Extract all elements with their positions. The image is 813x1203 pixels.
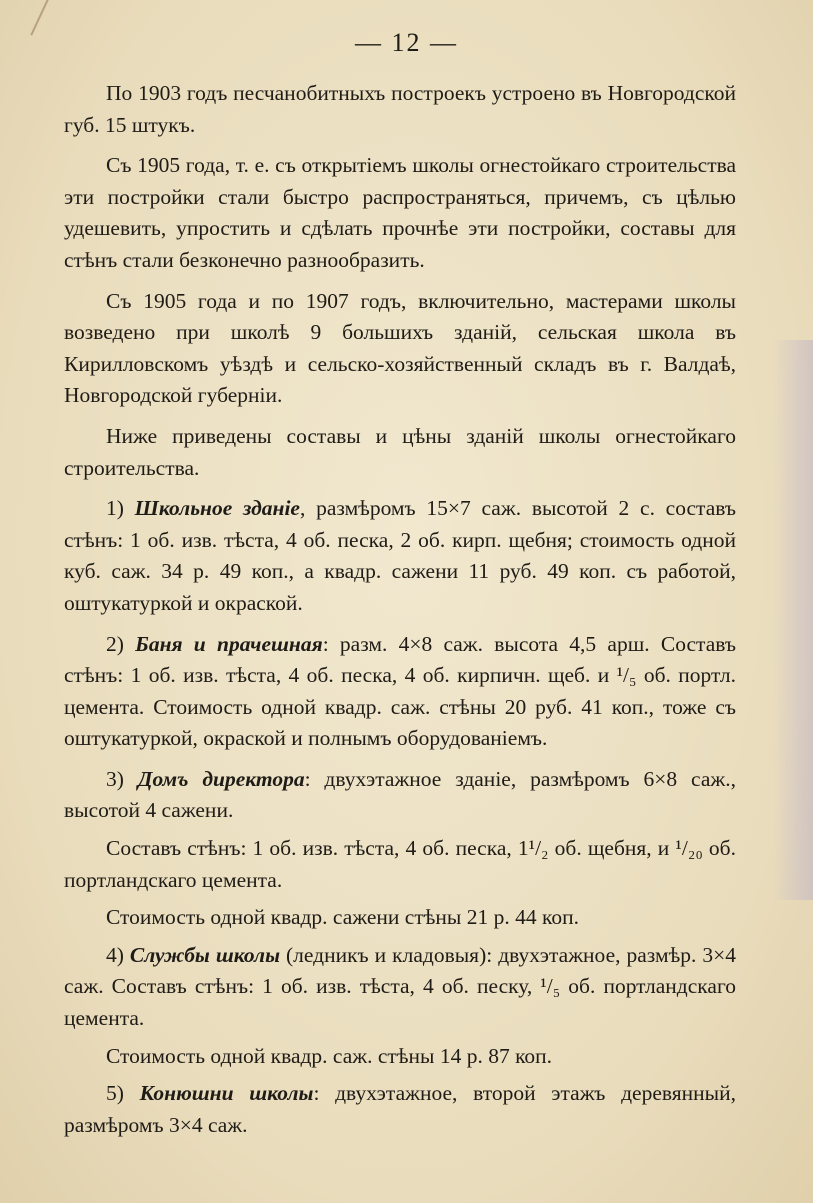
paragraph-p4 (64, 421, 736, 484)
paragraph-p12 (64, 1078, 736, 1141)
paragraph-text: : двухэтажное зданіе, размѣромъ 6×8 саж., высотой 4 сажени. (64, 766, 736, 823)
paragraph-text: 1) (106, 496, 135, 521)
paragraph-text: : разм. 4×8 саж. высота 4,5 арш. Составъ стѣнъ: 1 об. изв. тѣста, 4 об. песка, 4 об. кирпичн. щеб. и ¹/₅ об. портл. цемента. Стоимость одной квадр. саж. стѣны 20 руб. 41 коп., тоже съ оштукатуркой, окраской и полнымъ оборудованіемъ. (64, 631, 736, 751)
paragraph-text: 3) (106, 766, 138, 791)
paragraph-text: 5) (106, 1081, 140, 1106)
paragraph-p6 (64, 629, 736, 755)
paragraph-p5 (64, 493, 736, 619)
paper-stain (773, 340, 813, 900)
paragraph-text: 4) (106, 942, 130, 967)
paragraph-text: 2) (106, 631, 136, 656)
paragraph-text: Стоимость одной квадр. сажени стѣны 21 р. 44 коп. (106, 905, 579, 930)
paragraph-text: По 1903 годъ песчанобитныхъ построекъ устроено въ Новгородской губ. 15 штукъ. (64, 81, 736, 137)
page-number: — 12 — (355, 28, 458, 57)
section-heading: Конюшни школы (139, 1081, 314, 1106)
section-heading: Домъ директора (137, 766, 305, 791)
paragraph-text: Составъ стѣнъ: 1 об. изв. тѣста, 4 об. песка, 1¹/₂ об. щебня, и ¹/₂₀ об. портландскаго цемента. (64, 836, 736, 892)
paragraph-text: : двухэтажное, второй этажъ деревянный, размѣромъ 3×4 саж. (64, 1081, 736, 1137)
paragraph-text: Стоимость одной квадр. саж. стѣны 14 р. 87 коп. (106, 1043, 553, 1068)
paragraph-p9 (64, 902, 736, 934)
paragraph-p2 (64, 150, 736, 276)
paragraph-p3 (64, 286, 736, 412)
section-heading: Баня и прачешная (135, 631, 323, 656)
section-heading: Службы школы (129, 942, 281, 967)
paragraph-text: Ниже приведены составы и цѣны зданій школы огнестойкаго строительства. (64, 423, 736, 480)
paragraph-p1 (64, 78, 736, 141)
paragraph-p11 (64, 1041, 736, 1073)
paragraph-text: (ледникъ и кладовыя): двухэтажное, размѣр. 3×4 саж. Составъ стѣнъ: 1 об. изв. тѣста, 4 об. песку, ¹/₅ об. портландскаго цемента. (64, 942, 736, 1031)
section-heading: Школьное зданіе (134, 496, 300, 521)
paragraph-p7 (64, 764, 736, 827)
paragraph-p10 (64, 940, 736, 1035)
paragraph-text: , размѣромъ 15×7 саж. высотой 2 с. составъ стѣнъ: 1 об. изв. тѣста, 4 об. песка, 2 об. кирп. щебня; стоимость одной куб. саж. 34 р. 49 коп., а квадр. сажени 11 руб. 49 коп. съ работой, оштукатуркой и окраской. (64, 496, 736, 615)
paragraph-p8 (64, 833, 736, 896)
body-text (64, 78, 736, 1147)
paragraph-text: Съ 1905 года и по 1907 годъ, включительно, мастерами школы возведено при школѣ 9 большихъ зданій, сельская школа въ Кирилловскомъ уѣздѣ и сельско-хозяйственный складъ въ г. Валдаѣ, Новгородской губерніи. (64, 288, 736, 408)
paragraph-text: Съ 1905 года, т. е. съ открытіемъ школы огнестойкаго строительства эти постройки стали быстро распространяться, причемъ, съ цѣлью удешевить, упростить и сдѣлать прочнѣе эти постройки, составы для стѣнъ стали безконечно разнообразить. (64, 153, 736, 272)
